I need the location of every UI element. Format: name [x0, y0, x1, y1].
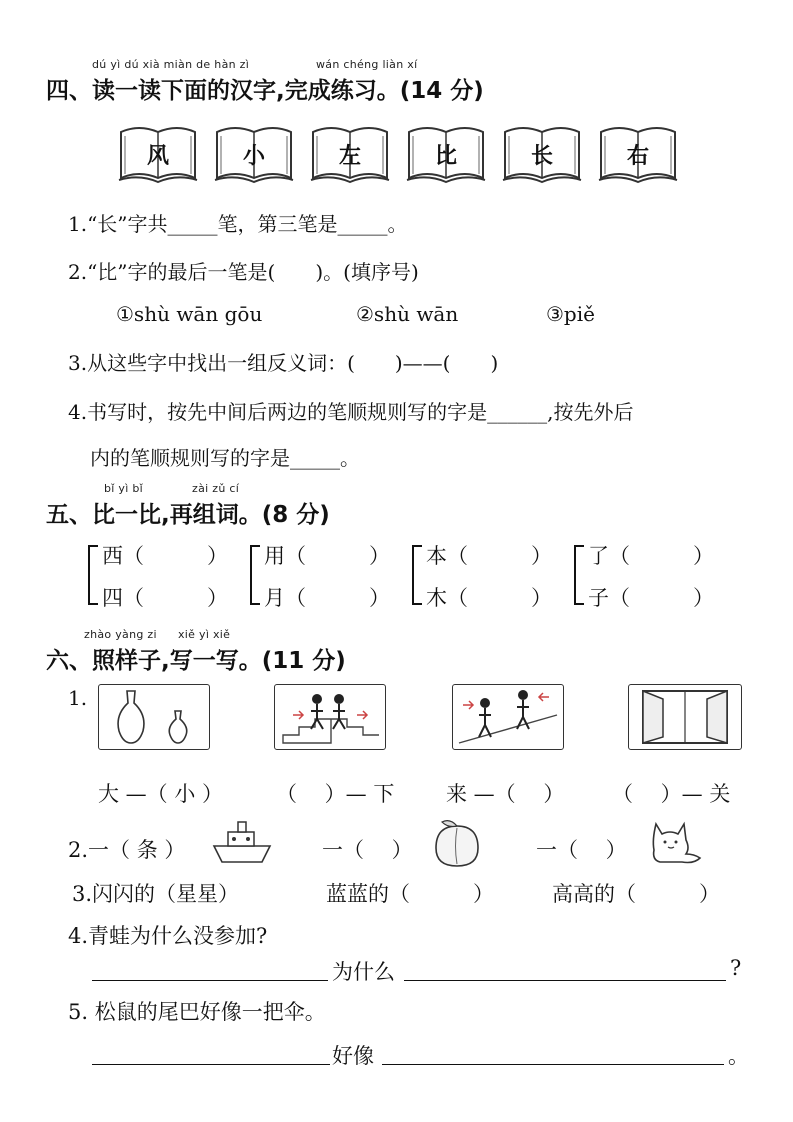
book-char: 小 — [242, 144, 265, 169]
vase-icon — [99, 685, 209, 749]
q4-end-mark: ? — [730, 956, 742, 980]
answer-line[interactable] — [404, 980, 726, 981]
book-char: 左 — [338, 144, 361, 169]
window-picture — [628, 684, 742, 750]
pinyin-s5-a: bǐ yì bǐ — [104, 482, 144, 495]
question-6-4: 4.青蛙为什么没参加? — [68, 924, 268, 948]
boat-icon — [210, 816, 274, 868]
walking-picture — [452, 684, 564, 750]
compare-top: 用（ ） — [264, 544, 390, 568]
vases-picture — [98, 684, 210, 750]
compare-top: 西（ ） — [102, 544, 228, 568]
q5-connector: 好像 — [332, 1044, 374, 1068]
compare-bottom: 月（ ） — [264, 586, 390, 610]
section-4-title: 四、读一读下面的汉字,完成练习。(14 分) — [46, 78, 484, 104]
window-icon — [629, 685, 741, 749]
pinyin-s6-b: xiě yì xiě — [178, 628, 231, 641]
pinyin-s5-b: zài zǔ cí — [192, 482, 240, 495]
reduplication-2: 蓝蓝的（ ） — [326, 882, 494, 906]
bracket-icon — [410, 544, 424, 606]
antonym-answer: （ ）— 下 — [276, 782, 395, 806]
q5-end-mark: 。 — [728, 1044, 749, 1068]
book-char: 右 — [626, 144, 649, 169]
question-6-1-number: 1. — [68, 686, 88, 710]
book-icon — [117, 122, 199, 186]
compare-bottom: 四（ ） — [102, 586, 228, 610]
bracket-icon — [86, 544, 100, 606]
book-icon — [405, 122, 487, 186]
book-icon — [501, 122, 583, 186]
pinyin-s6-a: zhào yàng zi — [84, 628, 157, 641]
bracket-icon — [572, 544, 586, 606]
book-char: 比 — [434, 144, 457, 169]
option-2: ②shù wān — [356, 302, 459, 326]
bracket-icon — [248, 544, 262, 606]
question-4-4-line2: 内的笔顺规则写的字是_____。 — [90, 446, 360, 470]
book-icon — [213, 122, 295, 186]
compare-bottom: 木（ ） — [426, 586, 552, 610]
question-4-1: 1.“长”字共_____笔，第三笔是_____。 — [68, 212, 408, 236]
compare-bottom: 子（ ） — [588, 586, 714, 610]
antonym-answer: （ ）— 关 — [612, 782, 731, 806]
section-5-title: 五、比一比,再组词。(8 分) — [46, 502, 330, 528]
q4-connector: 为什么 — [332, 960, 395, 984]
compare-top: 了（ ） — [588, 544, 714, 568]
reduplication-1: 3.闪闪的（星星） — [72, 882, 240, 906]
book-icon — [309, 122, 391, 186]
measure-word-3: 一（ ） — [536, 838, 627, 862]
antonym-answer: 大 —（ 小 ） — [98, 782, 224, 806]
stairs-people-icon — [275, 685, 385, 749]
question-4-3: 3.从这些字中找出一组反义词：( )——( ) — [68, 351, 499, 375]
book-icon — [597, 122, 679, 186]
question-4-4-line1: 4.书写时，按先中间后两边的笔顺规则写的字是______,按先外后 — [68, 400, 634, 424]
answer-line[interactable] — [382, 1064, 724, 1065]
option-1: ①shù wān gōu — [116, 302, 263, 326]
pinyin-s4-b: wán chéng liàn xí — [316, 58, 418, 71]
compare-top: 本（ ） — [426, 544, 552, 568]
reduplication-3: 高高的（ ） — [552, 882, 720, 906]
book-char: 风 — [146, 144, 169, 169]
measure-word-2: 一（ ） — [322, 838, 413, 862]
question-6-5: 5. 松鼠的尾巴好像一把伞。 — [68, 1000, 326, 1024]
question-4-2: 2.“比”字的最后一笔是( )。(填序号) — [68, 260, 419, 284]
cat-icon — [646, 814, 706, 868]
antonym-answer: 来 —（ ） — [446, 782, 565, 806]
measure-word-1: 2.一（ 条 ） — [68, 838, 186, 862]
answer-line[interactable] — [92, 980, 328, 981]
section-6-title: 六、照样子,写一写。(11 分) — [46, 648, 346, 674]
option-3: ③piě — [546, 302, 595, 326]
peach-icon — [428, 816, 486, 870]
stairs-picture — [274, 684, 386, 750]
walking-people-icon — [453, 685, 563, 749]
pinyin-s4-a: dú yì dú xià miàn de hàn zì — [92, 58, 250, 71]
book-char: 长 — [530, 144, 553, 169]
answer-line[interactable] — [92, 1064, 330, 1065]
